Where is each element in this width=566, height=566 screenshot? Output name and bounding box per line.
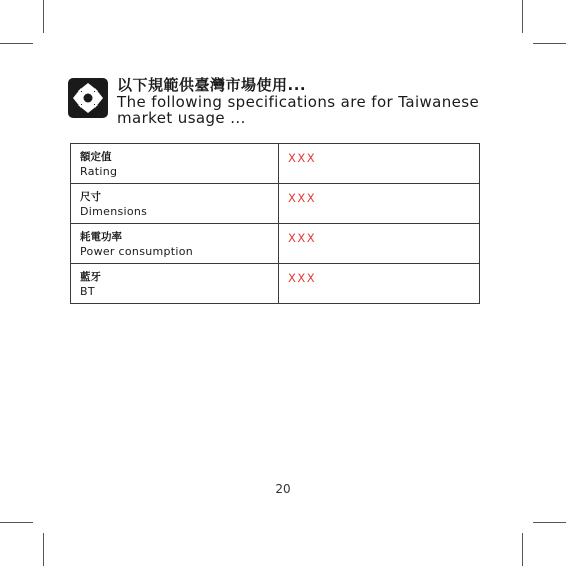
label-en: Power consumption bbox=[80, 245, 194, 258]
crop-mark bbox=[533, 43, 566, 44]
value-cell bbox=[279, 264, 480, 304]
recycling-icon bbox=[68, 78, 108, 118]
page-number: 20 bbox=[275, 482, 291, 496]
label-en: BT bbox=[80, 285, 95, 298]
label-cell bbox=[71, 144, 279, 184]
title-chinese: 以下規範供臺灣市場使用... bbox=[117, 76, 307, 94]
value-cell bbox=[279, 224, 480, 264]
value-cell bbox=[279, 144, 480, 184]
value-text: XXX bbox=[288, 191, 317, 205]
label-cell bbox=[71, 224, 279, 264]
crop-mark bbox=[0, 522, 33, 523]
header-titles bbox=[117, 76, 479, 126]
label-zh: 尺寸 bbox=[80, 191, 101, 203]
value-text: XXX bbox=[288, 271, 317, 285]
crop-mark bbox=[0, 43, 33, 44]
table-row bbox=[71, 144, 480, 184]
crop-mark bbox=[43, 533, 44, 566]
crop-mark bbox=[522, 533, 523, 566]
title-english-line-2: market usage ... bbox=[117, 109, 246, 127]
table-row bbox=[71, 184, 480, 224]
value-cell bbox=[279, 184, 480, 224]
value-text: XXX bbox=[288, 231, 317, 245]
spec-table bbox=[70, 143, 480, 304]
label-en: Rating bbox=[80, 165, 118, 178]
table-row bbox=[71, 264, 480, 304]
table-row bbox=[71, 224, 480, 264]
label-cell bbox=[71, 264, 279, 304]
label-zh: 耗電功率 bbox=[80, 231, 122, 243]
label-zh: 額定值 bbox=[80, 151, 112, 163]
header bbox=[68, 76, 488, 126]
crop-mark bbox=[522, 0, 523, 33]
crop-mark bbox=[43, 0, 44, 33]
title-english-line-1: The following specifications are for Taiwanese bbox=[117, 93, 480, 111]
value-text: XXX bbox=[288, 151, 317, 165]
crop-mark bbox=[533, 522, 566, 523]
label-cell bbox=[71, 184, 279, 224]
label-en: Dimensions bbox=[80, 205, 148, 218]
label-zh: 藍牙 bbox=[80, 271, 101, 283]
